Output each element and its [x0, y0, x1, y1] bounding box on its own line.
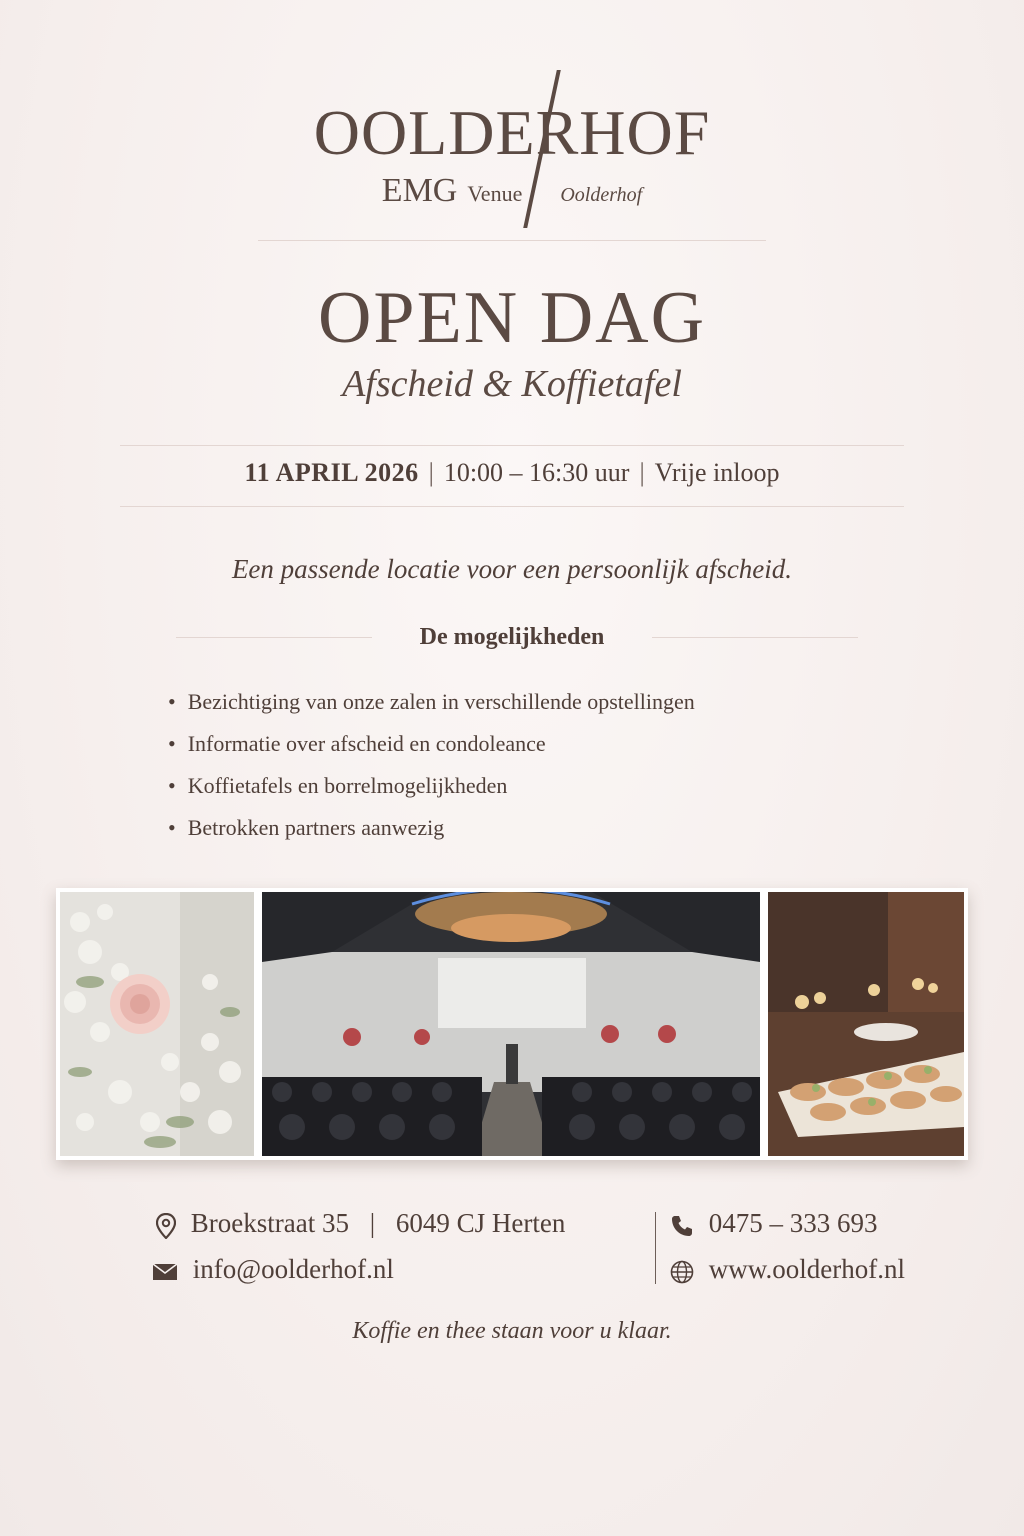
logo-wordmark-left: OOLDER: [313, 97, 580, 168]
flowers-photo: [60, 892, 254, 1156]
divider-info-top: [120, 445, 904, 446]
logo-wordmark: [0, 96, 1024, 170]
divider-logo: [258, 240, 766, 241]
list-item: • Betrokken partners aanwezig: [168, 810, 695, 852]
logo-emg: EMG: [381, 172, 458, 209]
list-item: • Bezichtiging van onze zalen in verschillende opstellingen: [168, 684, 695, 726]
event-date: 11 APRIL 2026: [244, 458, 419, 487]
phone-line: [670, 1208, 878, 1239]
separator: |: [639, 458, 645, 487]
phone-icon: [670, 1214, 694, 1238]
envelope-icon: [152, 1263, 178, 1281]
options-list: [168, 684, 695, 852]
separator: |: [369, 1208, 376, 1238]
divider-info-bottom: [120, 506, 904, 507]
logo-oolderhof: Oolderhof: [560, 184, 643, 206]
location-pin-icon: [156, 1213, 176, 1239]
event-title: OPEN DAG: [317, 277, 707, 359]
address-line: [156, 1208, 565, 1239]
photo-strip: [56, 888, 968, 1160]
divider-section-right: [652, 637, 858, 638]
event-time: 10:00 – 16:30 uur: [443, 458, 630, 487]
address-street: Broekstraat 35: [190, 1208, 349, 1238]
options-title: De mogelijkheden: [419, 624, 605, 650]
website-line: [670, 1254, 905, 1285]
logo-wordmark-right: HOF: [579, 97, 711, 168]
tagline: Een passende locatie voor een persoonlijk afscheid.: [231, 554, 793, 584]
contact-divider: [655, 1212, 656, 1284]
phone-number[interactable]: 0475 – 333 693: [708, 1208, 878, 1238]
email-line: [152, 1254, 394, 1285]
hall-photo: [262, 892, 760, 1156]
email-link[interactable]: info@oolderhof.nl: [192, 1254, 394, 1284]
address-postal: 6049 CJ Herten: [395, 1208, 566, 1238]
event-entry: Vrije inloop: [654, 458, 780, 487]
list-item: • Informatie over afscheid en condoleance: [168, 726, 695, 768]
website-link[interactable]: www.oolderhof.nl: [708, 1254, 905, 1284]
catering-photo: [768, 892, 964, 1156]
logo-subline: [0, 172, 1024, 210]
closing-line: Koffie en thee staan voor u klaar.: [352, 1318, 672, 1344]
logo-venue: Venue: [467, 181, 523, 206]
globe-icon: [670, 1260, 694, 1284]
event-subtitle: Afscheid & Koffietafel: [342, 363, 682, 405]
separator: |: [428, 458, 434, 487]
list-item: • Koffietafels en borrelmogelijkheden: [168, 768, 695, 810]
event-info-line: [0, 458, 1024, 488]
